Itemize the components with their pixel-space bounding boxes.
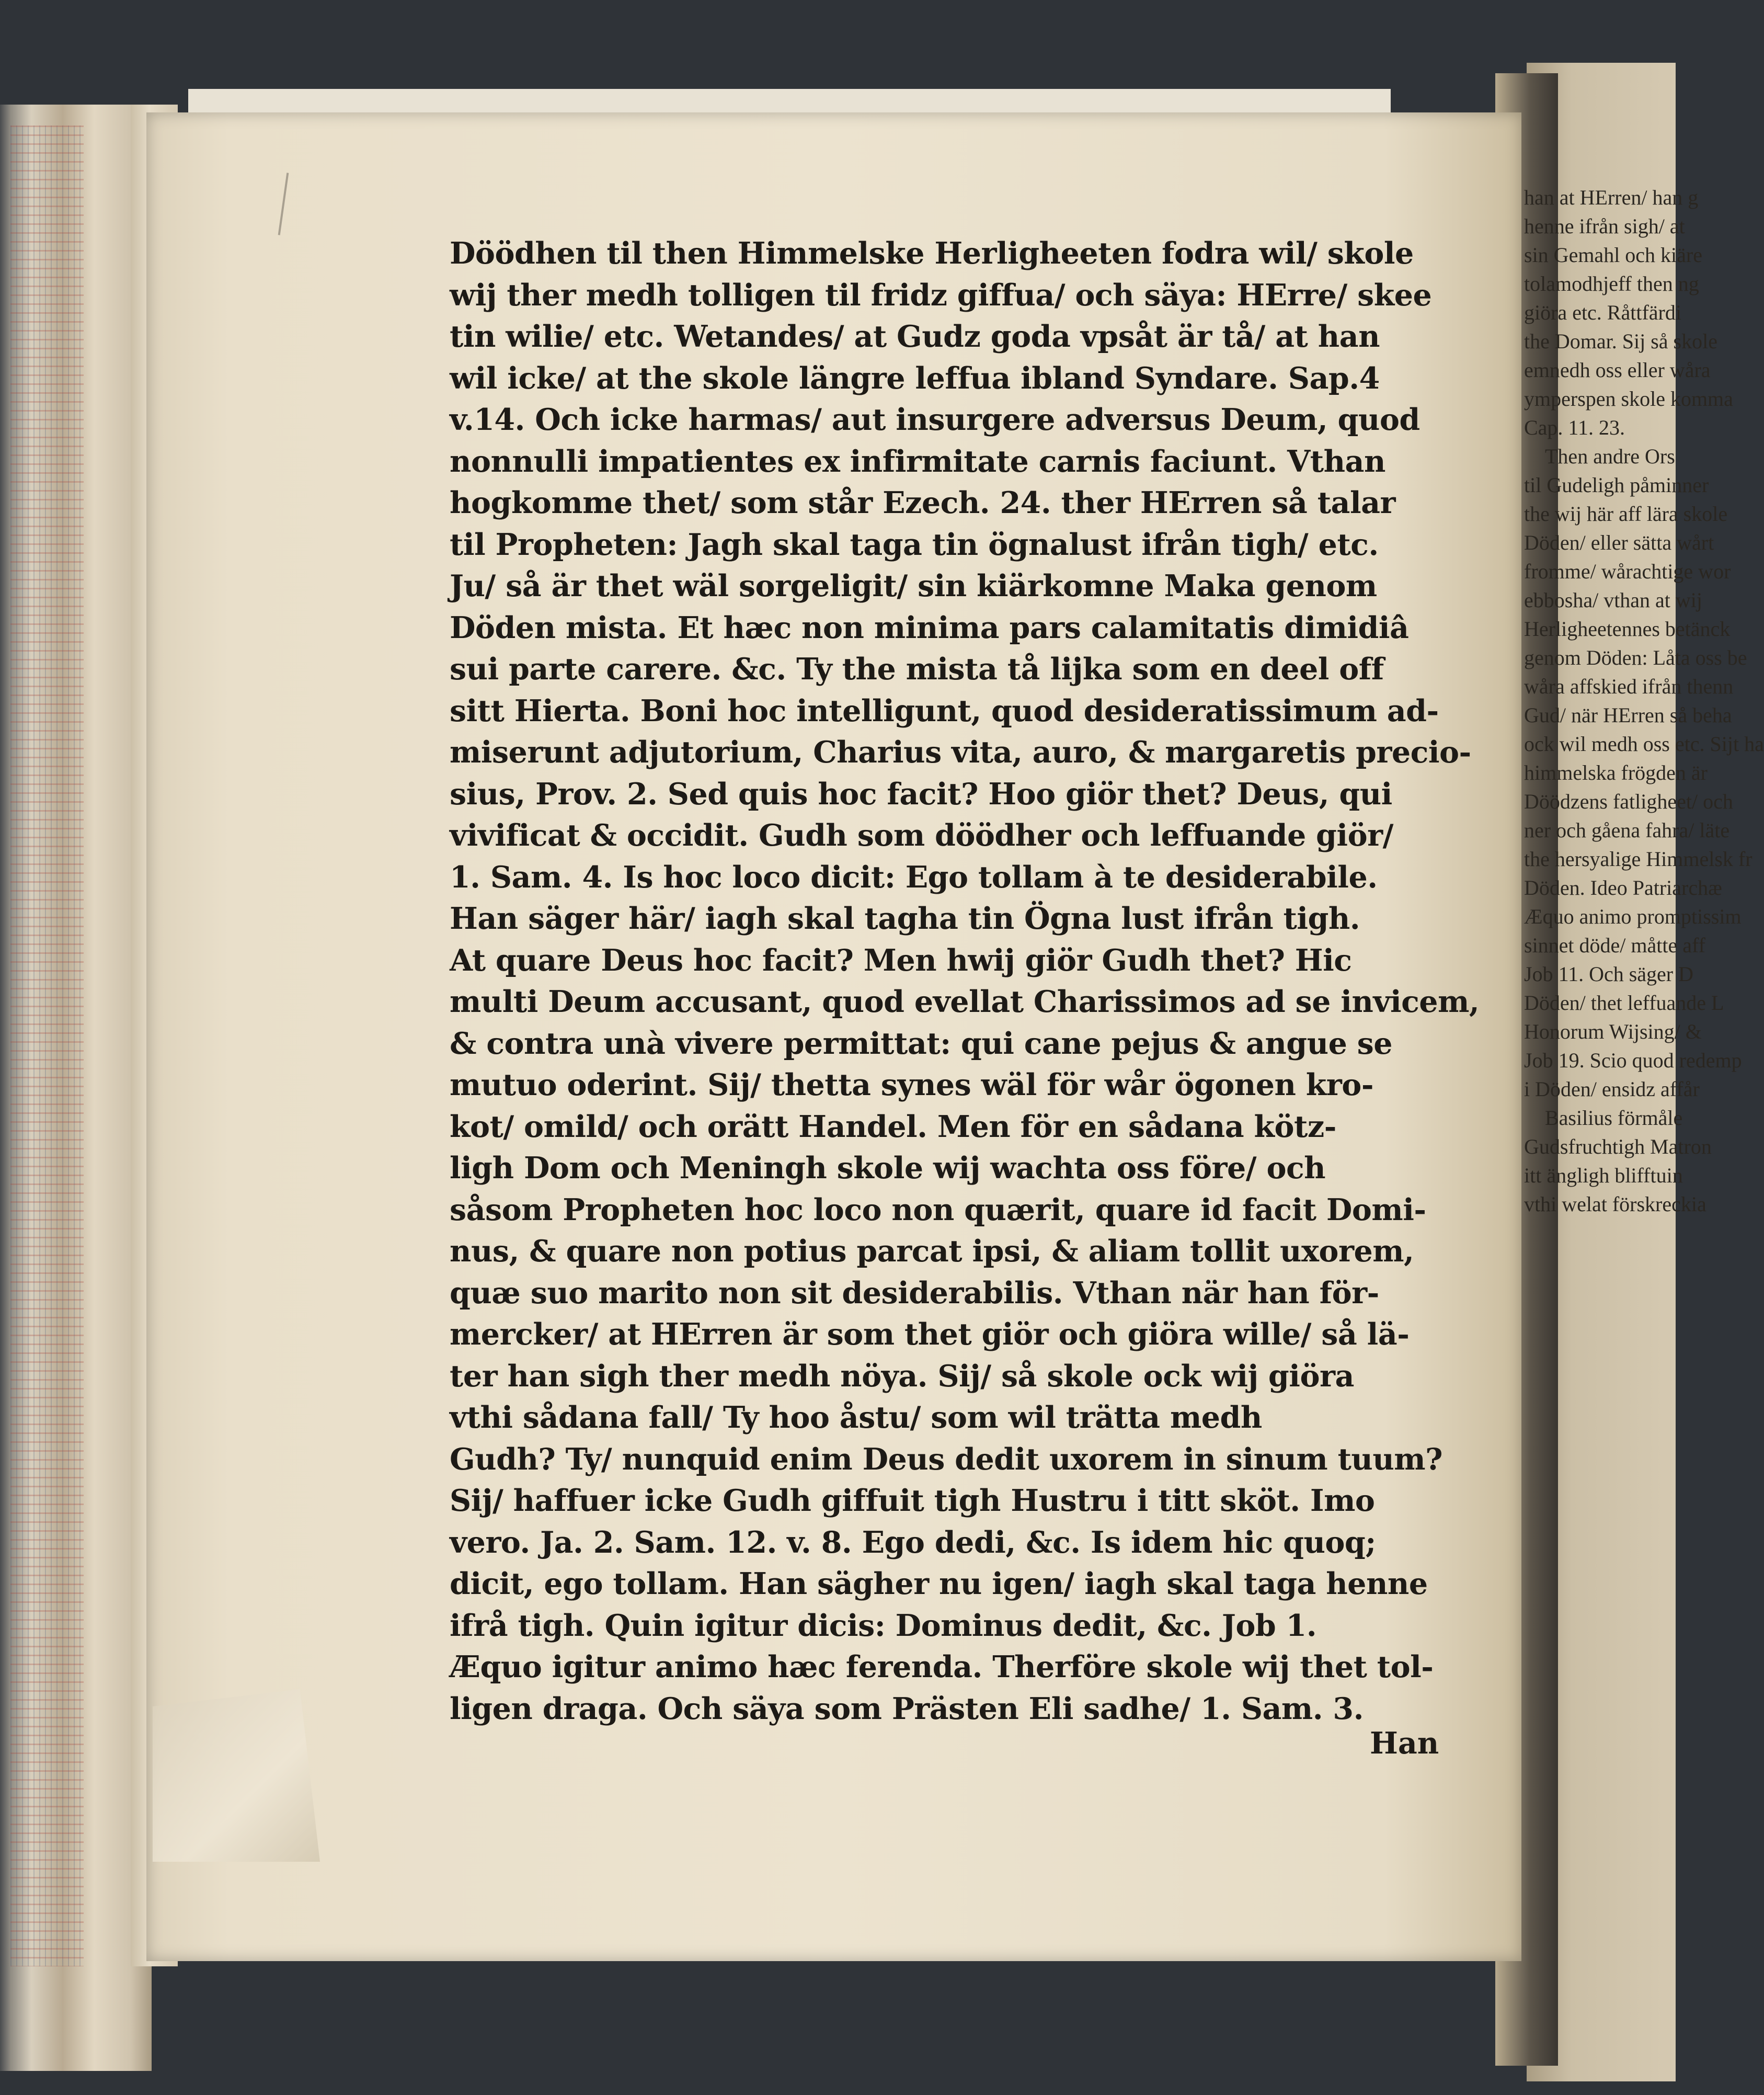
- text-line: kot/ omild/ och orätt Handel. Men för en sådana kötz-: [450, 1109, 1336, 1144]
- text-line: nonnulli impatientes ex infirmitate carnis faciunt. Vthan: [450, 443, 1385, 479]
- right-text-line: Döden/ eller sätta wårt: [1524, 531, 1714, 554]
- left-page-body-text: [450, 233, 1480, 1729]
- text-line: ligen draga. Och säya som Prästen Eli sadhe/ 1. Sam. 3.: [450, 1691, 1364, 1726]
- right-text-line: Æquo animo promptissim: [1524, 905, 1742, 928]
- text-line: hogkomme thet/ som står Ezech. 24. ther HErren så talar: [450, 485, 1396, 520]
- right-text-line: Then andre Ors: [1545, 445, 1675, 468]
- right-text-line: the hersyalige Himmelsk fr: [1524, 847, 1752, 871]
- right-text-line: the wij här aff lära skole: [1524, 502, 1728, 526]
- text-line: multi Deum accusant, quod evellat Charissimos ad se invicem,: [450, 984, 1480, 1019]
- text-line: tin wilie/ etc. Wetandes/ at Gudz goda vpsåt är tå/ at han: [450, 319, 1380, 354]
- right-text-line: himmelska frögden är: [1524, 761, 1708, 784]
- right-page-text: [1524, 183, 1764, 1219]
- right-text-line: emnedh oss eller wåra: [1524, 358, 1711, 382]
- text-line: nus, & quare non potius parcat ipsi, & aliam tollit uxorem,: [450, 1234, 1414, 1269]
- right-text-line: til Gudeligh påminner: [1524, 473, 1709, 497]
- text-line: vthi sådana fall/ Ty hoo åstu/ som wil trätta medh: [450, 1400, 1262, 1435]
- right-text-line: sinnet döde/ måtte aff: [1524, 933, 1705, 957]
- text-line: wij ther medh tolligen til fridz giffua/ och säya: HErre/ skee: [450, 277, 1432, 313]
- right-text-line: giöra etc. Råttfärdi: [1524, 301, 1681, 324]
- right-text-line: wåra affskied ifrån thenn: [1524, 675, 1734, 698]
- text-line: Gudh? Ty/ nunquid enim Deus dedit uxorem in sinum tuum?: [450, 1441, 1443, 1477]
- text-line: sui parte carere. &c. Ty the mista tå lijka som en deel off: [450, 652, 1384, 687]
- text-line: quæ suo marito non sit desiderabilis. Vthan när han för-: [450, 1275, 1379, 1311]
- text-line: At quare Deus hoc facit? Men hwij giör Gudh thet? Hic: [450, 942, 1352, 978]
- folded-page-corner: [153, 1689, 320, 1862]
- right-text-line: ner och gåena fahra/ läte: [1524, 818, 1730, 842]
- text-line: miserunt adjutorium, Charius vita, auro, & margaretis precio-: [450, 735, 1471, 770]
- text-line: & contra unà vivere permittat: qui cane pejus & angue se: [450, 1026, 1393, 1061]
- catchword: Han: [1370, 1726, 1439, 1761]
- text-line: vivificat & occidit. Gudh som döödher och leffuande giör/: [450, 818, 1393, 853]
- right-text-line: Döden/ thet leffuande L: [1524, 991, 1724, 1015]
- text-line: ligh Dom och Meningh skole wij wachta oss före/ och: [450, 1151, 1326, 1186]
- text-line: wil icke/ at the skole längre leffua ibland Syndare. Sap.4: [450, 360, 1380, 396]
- right-text-line: vthi welat förskreckia: [1524, 1192, 1706, 1216]
- text-line: 1. Sam. 4. Is hoc loco dicit: Ego tollam à te desiderabile.: [450, 859, 1378, 895]
- right-text-line: i Döden/ ensidz affår: [1524, 1077, 1700, 1101]
- right-text-line: tolamodhjeff then ng: [1524, 272, 1699, 295]
- text-line: vero. Ja. 2. Sam. 12. v. 8. Ego dedi, &c. Is idem hic quoq;: [450, 1524, 1376, 1560]
- text-line: ifrå tigh. Quin igitur dicis: Dominus dedit, &c. Job 1.: [450, 1608, 1317, 1643]
- right-text-line: itt ängligh blifftuin: [1524, 1164, 1683, 1187]
- text-line: sius, Prov. 2. Sed quis hoc facit? Hoo giör thet? Deus, qui: [450, 776, 1392, 812]
- right-text-line: Döden. Ideo Patriarchæ: [1524, 876, 1722, 900]
- text-line: Han säger här/ iagh skal tagha tin Ögna lust ifrån tigh.: [450, 901, 1360, 936]
- right-text-line: genom Döden: Låta oss be: [1524, 646, 1747, 669]
- text-line: v.14. Och icke harmas/ aut insurgere adversus Deum, quod: [450, 402, 1420, 437]
- right-text-line: Honorum Wijsing/ &: [1524, 1020, 1702, 1043]
- right-text-line: Job 11. Och säger D: [1524, 962, 1694, 986]
- right-text-line: ymperspen skole komma: [1524, 387, 1733, 411]
- right-text-line: Basilius förmåle: [1545, 1106, 1683, 1130]
- right-text-line: Gud/ när HErren så beha: [1524, 703, 1732, 727]
- text-line: Döödhen til then Himmelske Herligheeten fodra wil/ skole: [450, 236, 1414, 271]
- right-text-line: Herligheetennes betänck: [1524, 617, 1731, 641]
- right-text-line: the Domar. Sij så skole: [1524, 329, 1717, 353]
- right-text-line: henne ifrån sigh/ at: [1524, 214, 1685, 238]
- right-text-line: Gudsfruchtigh Matron: [1524, 1135, 1712, 1158]
- text-line: til Propheten: Jagh skal taga tin ögnalust ifrån tigh/ etc.: [450, 527, 1379, 562]
- text-line: dicit, ego tollam. Han sägher nu igen/ iagh skal taga henne: [450, 1566, 1428, 1601]
- text-line: ter han sigh ther medh nöya. Sij/ så skole ock wij giöra: [450, 1358, 1354, 1394]
- text-line: Æquo igitur animo hæc ferenda. Therföre skole wij thet tol-: [450, 1649, 1434, 1684]
- right-text-line: ock wil medh oss etc. Sijt ha: [1524, 732, 1764, 756]
- text-line: mutuo oderint. Sij/ thetta synes wäl för wår ögonen kro-: [450, 1067, 1373, 1102]
- sprinkled-edge-decoration: [10, 126, 84, 1966]
- text-line: Döden mista. Et hæc non minima pars calamitatis dimidiâ: [450, 610, 1409, 645]
- text-line: sitt Hierta. Boni hoc intelligunt, quod desideratissimum ad-: [450, 693, 1439, 728]
- right-text-line: sin Gemahl och kiäre: [1524, 243, 1702, 267]
- right-text-line: fromme/ wårachtige wor: [1524, 560, 1731, 583]
- text-line: såsom Propheten hoc loco non quærit, quare id facit Domi-: [450, 1192, 1426, 1227]
- text-line: Ju/ så är thet wäl sorgeligit/ sin kiärkomne Maka genom: [450, 568, 1377, 604]
- right-text-line: Döödzens fatligheet/ och: [1524, 790, 1733, 813]
- right-text-line: Cap. 11. 23.: [1524, 416, 1625, 439]
- text-line: mercker/ at HErren är som thet giör och giöra wille/ så lä-: [450, 1317, 1410, 1352]
- right-text-line: Job 19. Scio quod redemp: [1524, 1049, 1742, 1072]
- text-line: Sij/ haffuer icke Gudh giffuit tigh Hustru i titt sköt. Imo: [450, 1483, 1375, 1518]
- right-text-line: han at HErren/ han g: [1524, 186, 1699, 209]
- right-text-line: ebbosha/ vthan at wij: [1524, 588, 1703, 612]
